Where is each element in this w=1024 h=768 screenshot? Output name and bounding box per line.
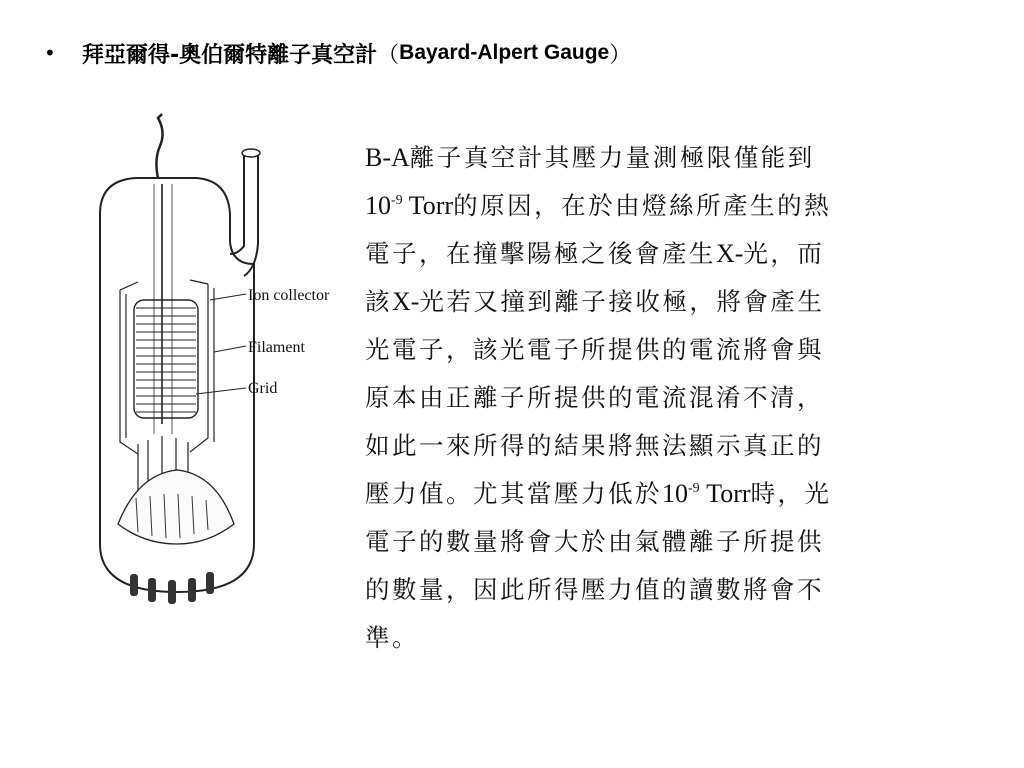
paragraph-line: 該X-光若又撞到離子接收極，將會產生 <box>365 287 825 316</box>
filament-label: Filament <box>248 339 305 356</box>
paragraph-line: 壓力值。尤其當壓力低於$10^{-9}$ Torr時，光 <box>365 479 832 508</box>
side-arm <box>230 152 258 276</box>
grid-label: Grid <box>248 380 278 397</box>
stem-press <box>118 470 234 544</box>
gauge-diagram <box>78 104 348 610</box>
paragraph-line: 準。 <box>365 623 419 652</box>
gauge-diagram-svg <box>78 104 348 610</box>
paragraph-line: 電子的數量將會大於由氣體離子所提供 <box>365 527 824 556</box>
ion-collector-leader <box>210 294 246 300</box>
paragraph-line: B-A離子真空計其壓力量測極限僅能到 <box>365 143 815 172</box>
paragraph-line: 原本由正離子所提供的電流混淆不清， <box>365 383 824 412</box>
side-arm-opening <box>242 149 260 157</box>
title-english: Bayard-Alpert Gauge <box>399 41 610 64</box>
paragraph-line: 的數量，因此所得壓力值的讀數將會不 <box>365 575 824 604</box>
slide-title <box>44 36 631 70</box>
title-open-paren: （ <box>377 42 400 68</box>
paragraph-line: $10^{-9}$ Torr的原因，在於由燈絲所產生的熱 <box>365 191 832 220</box>
top-lead-wire <box>156 114 162 178</box>
title-chinese: 拜亞爾得-奧伯爾特離子真空計 <box>82 42 378 68</box>
paragraph-line: 光電子，該光電子所提供的電流將會與 <box>365 335 824 364</box>
title-close-paren: ） <box>609 42 632 68</box>
paragraph-line: 電子，在撞擊陽極之後會產生X-光，而 <box>365 239 825 268</box>
ion-collector-label: Ion collector <box>248 287 330 304</box>
grid-helix <box>134 300 198 418</box>
paragraph-line: 如此一來所得的結果將無法顯示真正的 <box>365 431 824 460</box>
grid-leader <box>196 388 246 394</box>
filament-leader <box>214 346 246 352</box>
explanation-paragraph <box>365 134 940 662</box>
bullet-point: • <box>44 41 56 65</box>
